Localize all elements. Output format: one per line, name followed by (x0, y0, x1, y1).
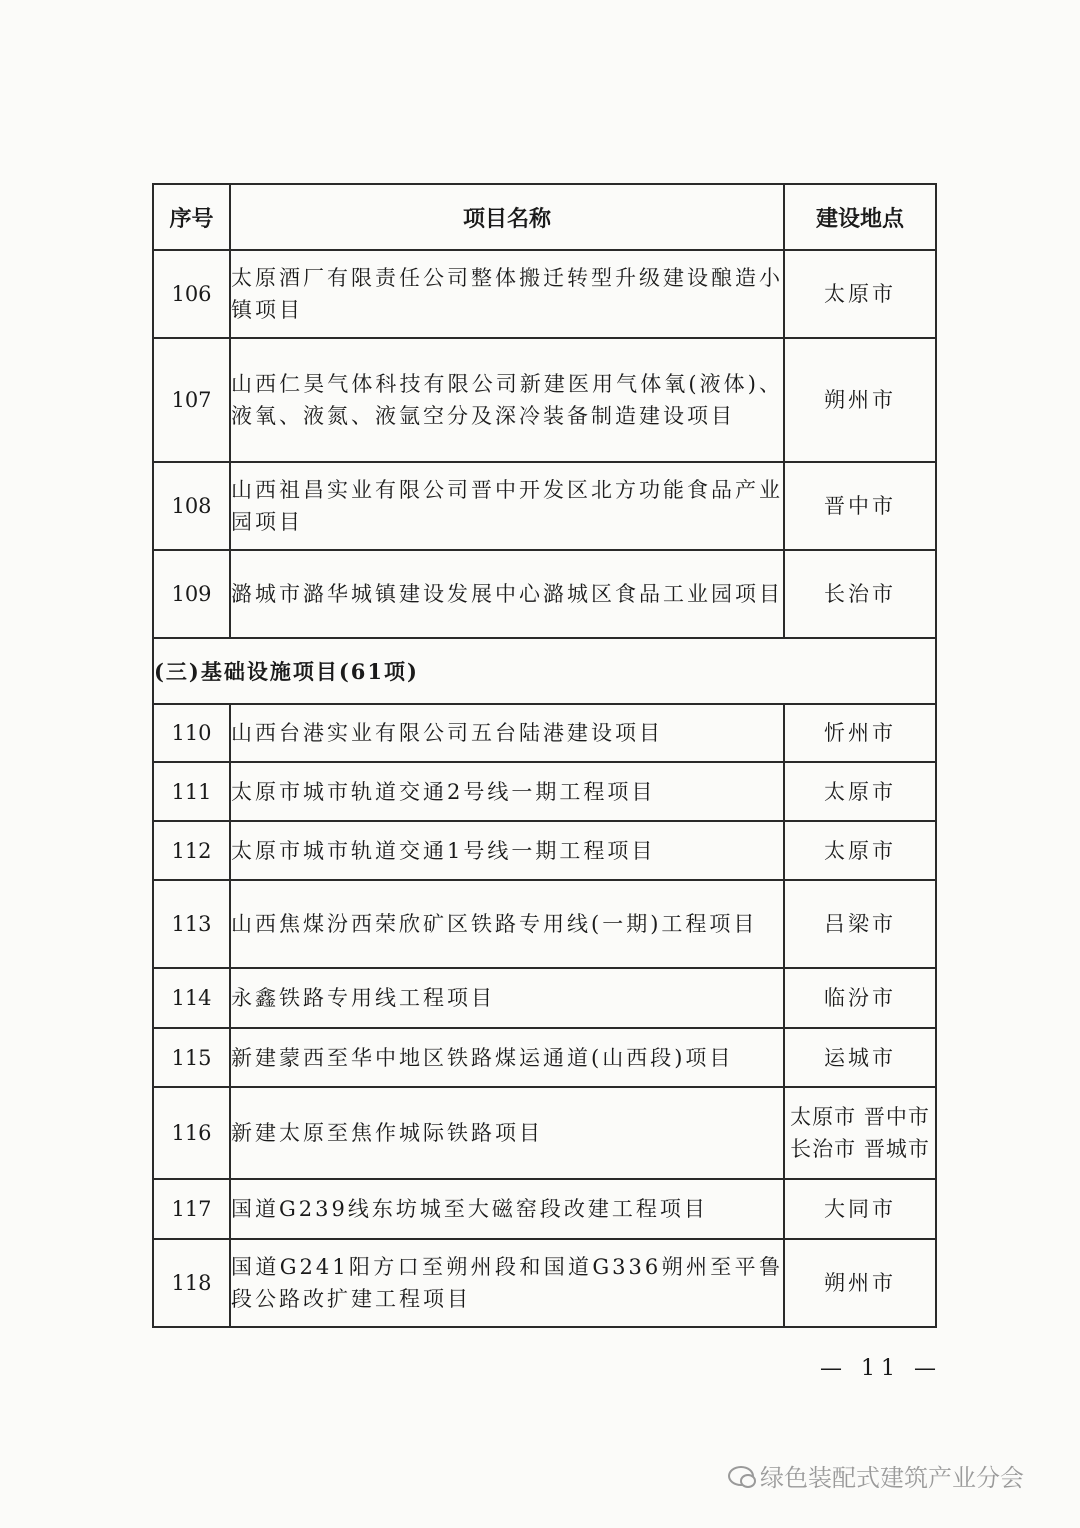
row-no: 113 (153, 880, 230, 968)
table-row (153, 550, 936, 638)
table-row (153, 704, 936, 762)
header-name: 项目名称 (230, 184, 784, 250)
row-name: 太原市城市轨道交通1号线一期工程项目 (230, 821, 784, 880)
row-name: 山西台港实业有限公司五台陆港建设项目 (230, 704, 784, 762)
row-name: 太原酒厂有限责任公司整体搬迁转型升级建设酿造小镇项目 (230, 250, 784, 338)
row-no: 112 (153, 821, 230, 880)
row-name: 国道G241阳方口至朔州段和国道G336朔州至平鲁段公路改扩建工程项目 (230, 1239, 784, 1327)
row-name: 潞城市潞华城镇建设发展中心潞城区食品工业园项目 (230, 550, 784, 638)
table-row (153, 1239, 936, 1327)
table-row (153, 762, 936, 821)
row-no: 111 (153, 762, 230, 821)
row-name: 永鑫铁路专用线工程项目 (230, 968, 784, 1028)
table-row (153, 821, 936, 880)
header-no: 序号 (153, 184, 230, 250)
row-no: 114 (153, 968, 230, 1028)
row-no: 115 (153, 1028, 230, 1087)
table-row (153, 250, 936, 338)
row-no: 117 (153, 1179, 230, 1239)
section-title: (三)基础设施项目(61项) (153, 638, 936, 704)
table-row (153, 1087, 936, 1179)
row-location: 朔州市 (784, 338, 936, 462)
table-header-row (153, 184, 936, 250)
table-row (153, 880, 936, 968)
row-location: 太原市 (784, 250, 936, 338)
row-location: 太原市 (784, 821, 936, 880)
row-location: 大同市 (784, 1179, 936, 1239)
wechat-icon (728, 1466, 754, 1486)
header-location: 建设地点 (784, 184, 936, 250)
row-name: 新建蒙西至华中地区铁路煤运通道(山西段)项目 (230, 1028, 784, 1087)
row-location: 运城市 (784, 1028, 936, 1087)
row-name: 山西焦煤汾西荣欣矿区铁路专用线(一期)工程项目 (230, 880, 784, 968)
row-name: 新建太原至焦作城际铁路项目 (230, 1087, 784, 1179)
row-location-line-2: 长治市 晋城市 (790, 1137, 930, 1161)
row-location: 临汾市 (784, 968, 936, 1028)
row-no: 118 (153, 1239, 230, 1327)
row-location: 忻州市 (784, 704, 936, 762)
row-name: 山西仁昊气体科技有限公司新建医用气体氧(液体)、液氧、液氮、液氩空分及深冷装备制造建设项目 (230, 338, 784, 462)
row-location: 长治市 (784, 550, 936, 638)
row-location-line-1: 太原市 晋中市 (790, 1105, 930, 1129)
table-row (153, 338, 936, 462)
row-no: 108 (153, 462, 230, 550)
watermark-text: 绿色装配式建筑产业分会 (760, 1464, 1024, 1492)
watermark (728, 1458, 1024, 1493)
section-row (153, 638, 936, 704)
row-location: 晋中市 (784, 462, 936, 550)
row-no: 106 (153, 250, 230, 338)
row-no: 109 (153, 550, 230, 638)
row-no: 116 (153, 1087, 230, 1179)
row-name: 太原市城市轨道交通2号线一期工程项目 (230, 762, 784, 821)
row-location (784, 1087, 936, 1179)
table-row (153, 968, 936, 1028)
row-name: 国道G239线东坊城至大磁窑段改建工程项目 (230, 1179, 784, 1239)
project-table (152, 183, 937, 1328)
row-no: 107 (153, 338, 230, 462)
table-row (153, 1179, 936, 1239)
row-location: 吕梁市 (784, 880, 936, 968)
row-location: 朔州市 (784, 1239, 936, 1327)
table-row (153, 462, 936, 550)
row-location: 太原市 (784, 762, 936, 821)
table-row (153, 1028, 936, 1087)
page-number: — 11 — (820, 1356, 942, 1381)
row-name: 山西祖昌实业有限公司晋中开发区北方功能食品产业园项目 (230, 462, 784, 550)
row-no: 110 (153, 704, 230, 762)
